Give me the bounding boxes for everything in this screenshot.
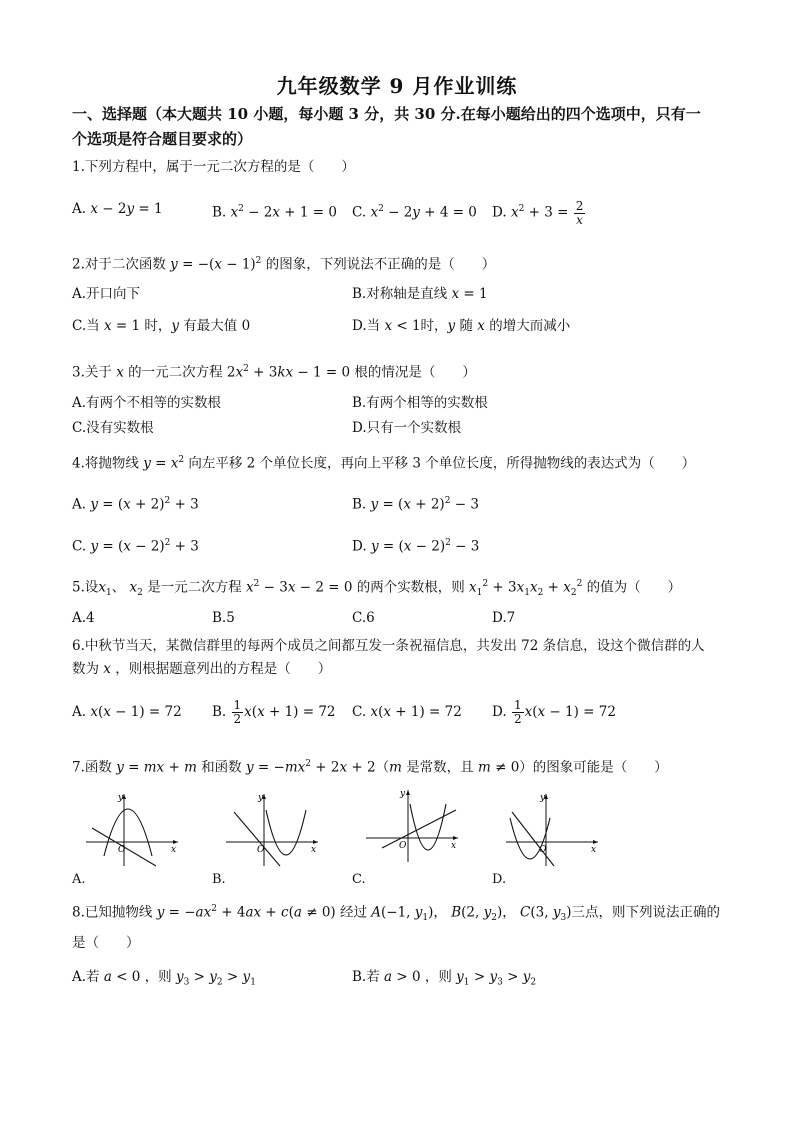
q4-option-d: D. $y = (x - 2)^2 - 3$ [352,538,480,555]
svg-text:O: O [118,845,126,855]
q1-option-a: A. x − 2y = 1 [72,201,163,217]
q6-stem-line-2: 数为 x ，则根据题意列出的方程是（ ） [72,661,332,677]
q8-option-a: A.若 a < 0 ，则 $y_3 > y_2 > y_1$ [72,969,256,988]
q3-stem: 3.关于 x 的一元二次方程 $2x^2 + 3kx - 1 = 0$ 根的情况是（ ） [72,364,476,381]
section-header-line-2: 个选项是符合题目要求的） [72,130,253,148]
section-header-line-1: 一、选择题（本大题共 10 小题，每小题 3 分，共 30 分.在每小题给出的四个选项中，只有一 [72,105,701,123]
svg-text:O: O [539,845,547,855]
q5-option-c: C.6 [352,610,375,626]
svg-text:O: O [399,841,407,851]
q8-stem-line-2: 是（ ） [72,935,140,951]
q5-option-d: D.7 [492,610,516,626]
svg-text:y: y [400,789,406,799]
svg-text:y: y [258,793,264,803]
q7-graph-d [502,790,602,870]
svg-text:O: O [257,845,265,855]
svg-text:x: x [451,841,457,851]
q3-option-b: B.有两个相等的实数根 [352,395,488,411]
q7-graph-c [362,786,462,866]
q8-stem-line-1: 8.已知抛物线 $y = -ax^2 + 4ax + c(a \ne 0)$ 经过 A(−1, $y_1$)， B(2, $y_2$)， C(3, $y_3$)三点，则下列说法正确的 [72,904,720,924]
q3-option-d: D.只有一个实数根 [352,420,462,436]
q7-graph-a [82,790,182,870]
q7-graph-a-label: A. [72,872,86,887]
q1-option-c: C. $x^2 - 2y + 4 = 0$ [352,204,477,221]
q3-option-c: C.没有实数根 [72,420,154,436]
q7-stem: 7.函数 y = mx + m 和函数 $y = -mx^2 + 2x + 2(m$ 是常数，且 m ≠ 0）的图象可能是（ ） [72,759,668,776]
q4-stem: 4.将抛物线 $y = x^2$ 向左平移 2 个单位长度，再向上平移 3 个单位长度，所得抛物线的表达式为（ ） [72,455,696,472]
q4-option-b: B. $y = (x + 2)^2 - 3$ [352,496,479,513]
q2-option-a: A.开口向下 [72,286,141,302]
svg-text:x: x [311,845,317,855]
q5-option-a: A.4 [72,610,95,626]
q6-option-c: C. x(x + 1) = 72 [352,704,462,720]
q2-stem: 2.对于二次函数 $y = -(x - 1)^2$ 的图象，下列说法不正确的是（ ） [72,256,496,273]
q6-option-a: A. x(x − 1) = 72 [72,704,182,720]
q7-graph-b [222,790,322,870]
q2-option-c: C.当 x = 1 时，y 有最大值 0 [72,318,251,334]
svg-text:x: x [591,845,597,855]
q4-option-a: A. $y = (x + 2)^2 + 3$ [72,496,199,513]
q7-graph-d-label: D. [492,872,507,887]
q2-option-b: B.对称轴是直线 x = 1 [352,286,488,302]
q7-graph-b-label: B. [212,872,226,887]
q4-option-c: C. $y = (x - 2)^2 + 3$ [72,538,199,555]
section-header [72,102,724,152]
q1-option-d: D. $x^2 + 3$ = $\frac{2}{x}$ [492,198,584,227]
q7-graph-c-label: C. [352,872,366,887]
q6-option-b: B. $\frac{1}{2}$ x(x + 1) = 72 [212,698,336,726]
svg-text:x: x [171,845,177,855]
page-title: 九年级数学 9 月作业训练 [276,74,518,98]
q6-option-d: D. $\frac{1}{2}$ x(x − 1) = 72 [492,698,616,726]
svg-text:y: y [118,793,124,803]
q3-option-a: A.有两个不相等的实数根 [72,395,222,411]
q5-stem: 5.设$x_1$、 $x_2$ 是一元二次方程 $x^2 - 3x - 2 = 0$ 的两个实数根，则 $x_1^2 + 3x_1x_2 + x_2^2$ 的值为（ ） [72,579,682,599]
q1-option-b: B. $x^2 - 2x + 1 = 0$ [212,204,337,221]
q1-stem: 1.下列方程中，属于一元二次方程的是（ ） [72,159,355,175]
q8-option-b: B.若 a > 0 ，则 $y_1 > y_3 > y_2$ [352,969,537,988]
svg-text:y: y [540,793,546,803]
q6-stem-line-1: 6.中秋节当天，某微信群里的每两个成员之间都互发一条祝福信息，共发出 72 条信息，设这个微信群的人 [72,638,705,654]
q2-option-d: D.当 x < 1时，y 随 x 的增大而减小 [352,318,571,334]
q5-option-b: B.5 [212,610,235,626]
